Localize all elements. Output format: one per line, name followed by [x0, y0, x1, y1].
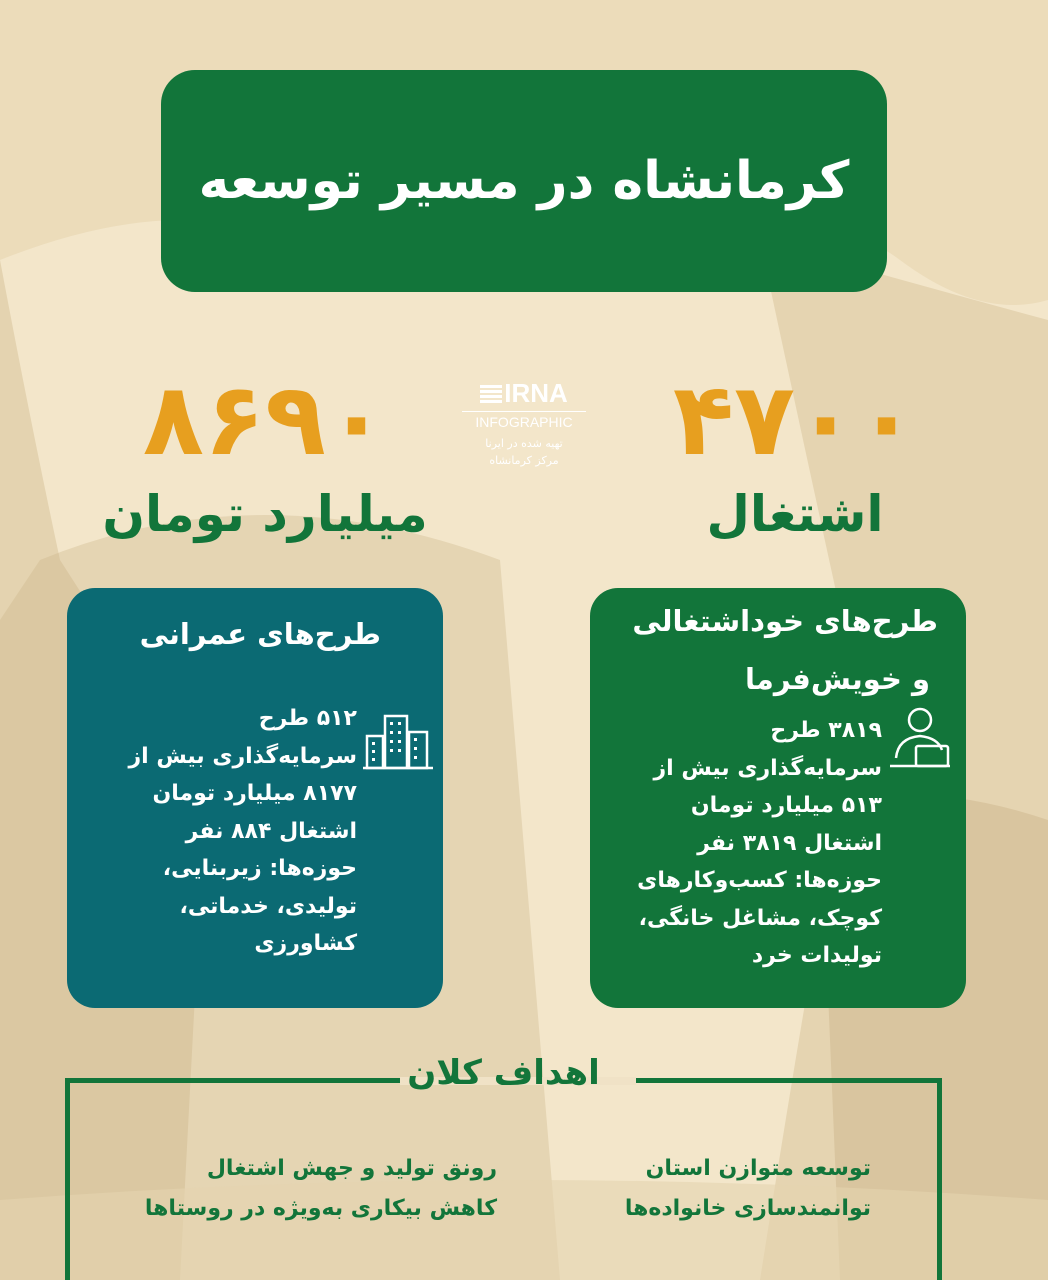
list-item: کوچک، مشاغل خانگی، — [638, 905, 882, 931]
self-employment-card-title — [632, 592, 938, 708]
list-item: توانمندسازی خانواده‌ها — [624, 1196, 871, 1221]
list-item: ۳۸۱۹ طرح — [770, 718, 882, 743]
logo-subtitle: INFOGRAPHIC — [462, 411, 586, 430]
page-title: کرمانشاه در مسیر توسعه — [198, 151, 850, 211]
list-item: ۵۱۲ طرح — [258, 706, 357, 731]
list-item: سرمایه‌گذاری بیش از — [128, 743, 357, 769]
self-employment-title-line-2: و خویش‌فرما — [745, 662, 930, 696]
list-item: ۸۱۷۷ میلیارد تومان — [152, 781, 357, 806]
list-item: تولیدی، خدماتی، — [179, 893, 357, 919]
investment-unit: میلیارد تومان — [102, 485, 428, 543]
list-item: اشتغال ۸۸۴ نفر — [185, 818, 357, 844]
list-item: کشاورزی — [254, 931, 357, 956]
civil-projects-card — [67, 588, 443, 1008]
goals-heading: اهداف کلان — [407, 1053, 600, 1093]
person-laptop-icon — [888, 706, 952, 772]
civil-details-list — [128, 700, 357, 963]
goals-list-left — [145, 1149, 497, 1229]
buildings-icon — [363, 710, 433, 772]
logo-note-1: تهیه شده در ایرنا — [485, 437, 563, 450]
investment-stat — [80, 361, 450, 544]
list-item: تولیدات خرد — [751, 943, 882, 968]
civil-card-title: طرح‌های عمرانی — [139, 617, 381, 651]
self-employment-card — [590, 588, 966, 1008]
list-item: سرمایه‌گذاری بیش از — [653, 755, 882, 781]
goals-list-right — [625, 1149, 871, 1229]
logo-brand: IRNA — [504, 378, 568, 408]
jobs-stat — [660, 361, 930, 544]
self-employment-title-line-1: طرح‌های خوداشتغالی — [632, 604, 938, 638]
irna-logo — [462, 378, 586, 469]
list-item: کاهش بیکاری به‌ویژه در روستاها — [144, 1196, 497, 1221]
list-item: حوزه‌ها: زیربنایی، — [162, 856, 357, 881]
macro-goals-frame — [65, 1053, 942, 1280]
list-item: رونق تولید و جهش اشتغال — [206, 1156, 497, 1181]
investment-number: ۸۶۹۰ — [142, 361, 388, 478]
logo-note-2: مرکز کرمانشاه — [489, 453, 559, 467]
list-item: توسعه متوازن استان — [645, 1156, 871, 1181]
title-banner — [161, 70, 887, 292]
self-employment-details-list — [637, 712, 882, 975]
jobs-number: ۴۷۰۰ — [672, 361, 918, 478]
list-item: ۵۱۳ میلیارد تومان — [690, 793, 882, 818]
list-item: اشتغال ۳۸۱۹ نفر — [697, 830, 882, 856]
list-item: حوزه‌ها: کسب‌وکارهای — [637, 868, 882, 893]
irna-bars-icon — [480, 383, 502, 405]
jobs-unit: اشتغال — [706, 485, 884, 543]
